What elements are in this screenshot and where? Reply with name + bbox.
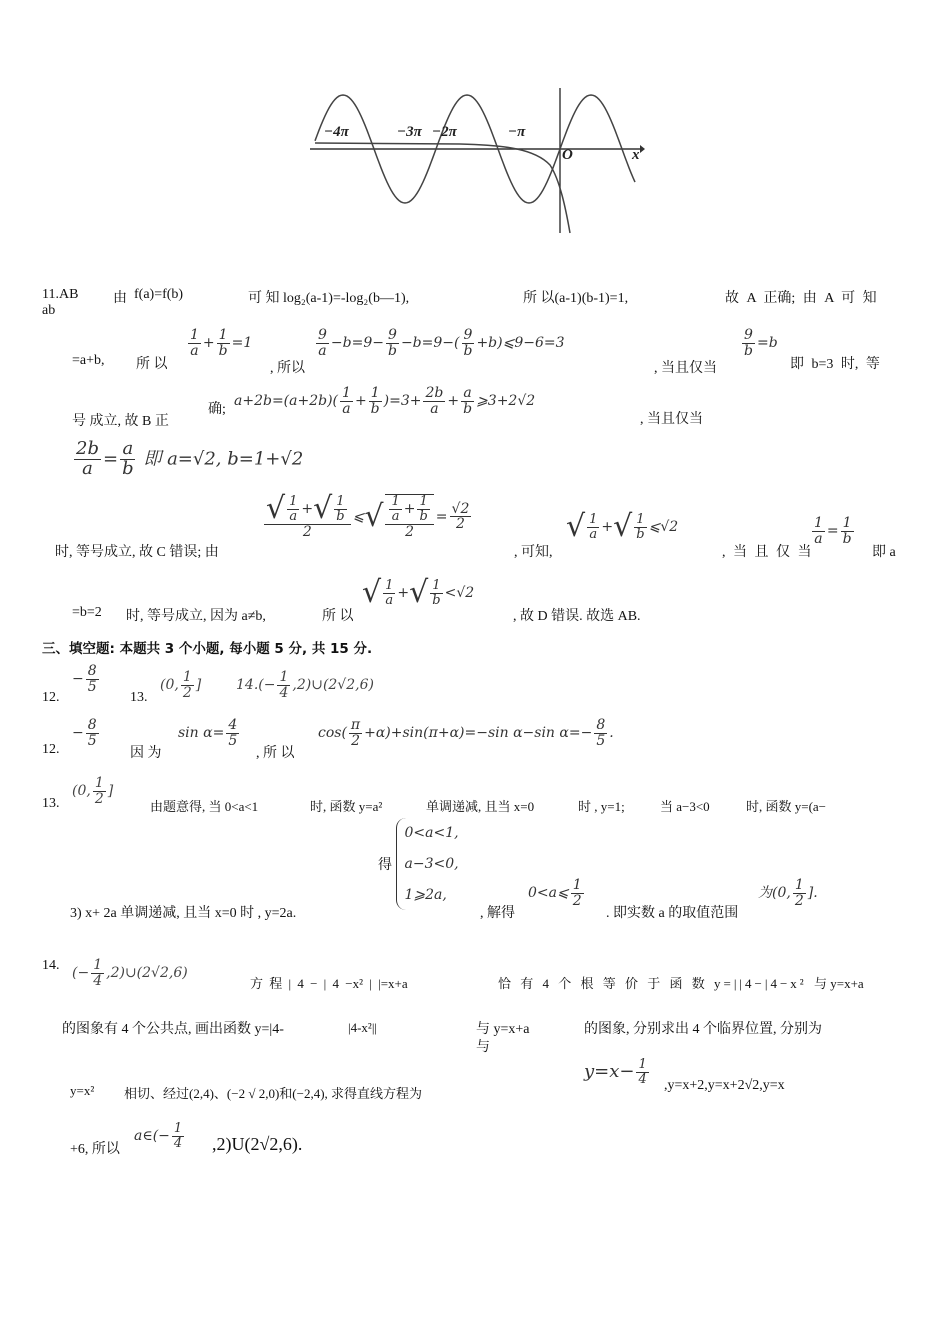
text: , 故 D 错误. 故选 AB. — [513, 609, 641, 624]
text: 时, 等号成立, 故 C 错误; 由 — [55, 545, 219, 560]
text: , 当且仅当 — [654, 361, 717, 376]
math-expression: √ $\frac{1}{a}$ +√ $\frac{1}{b}$ <√2 — [362, 575, 475, 610]
math-expression: 0<a⩽ $\frac{1}{2}$ — [528, 877, 582, 909]
math-expression: $\frac{1}{a}$ + $\frac{1}{b}$ =1 — [190, 327, 253, 359]
text: , 所以 — [270, 361, 305, 376]
q11-line4: $\frac{2b}{a}$ = $\frac{a}{b}$ 即 a=√2, b=1+√2 — [76, 438, 304, 479]
text: , 当 且 仅 当 — [722, 545, 812, 560]
text: 因 为 — [130, 746, 162, 761]
text: 的图象, 分别求出 4 个临界位置, 分别为 — [584, 1022, 822, 1037]
text: 所 以 — [322, 609, 354, 624]
text: 时, 函数 y=(a− — [746, 799, 827, 814]
text: =a+b, — [72, 353, 105, 368]
text: 时, 函数 y=a² — [310, 799, 383, 814]
x-axis-label: x — [632, 147, 640, 163]
text: 13. — [42, 796, 60, 811]
text: 所 以 — [136, 357, 168, 372]
text: 时, 等号成立, 因为 a≠b, — [126, 609, 266, 624]
text: 与 — [476, 1040, 490, 1055]
math-expression: √ $\frac{1}{a}$ +√ $\frac{1}{b}$ ⩽√2 — [566, 509, 679, 544]
math-expression: $\frac{9}{a}$ −b=9− $\frac{9}{b}$ −b=9−( $\frac{9}{b}$ +b)⩽9−6=3 — [318, 327, 565, 359]
text: 时 , y=1; — [578, 799, 625, 814]
text: . 即实数 a 的取值范围 — [606, 906, 739, 921]
math-expression: − $\frac{8}{5}$ — [72, 663, 97, 695]
tick-label-neg-3pi: −3π — [397, 124, 422, 140]
function-graph — [310, 85, 645, 235]
text: 即 a — [872, 545, 896, 560]
text: 即 b=3 时, 等 — [790, 357, 880, 372]
text: 单调递减, 且当 x=0 — [426, 799, 535, 814]
text: , 所 以 — [256, 746, 295, 761]
text: , 当且仅当 — [640, 412, 703, 427]
text: ab — [42, 303, 56, 318]
section3-heading: 三、填空题: 本题共 3 个小题, 每小题 5 分, 共 15 分. — [42, 641, 373, 657]
math-expression: cos( $\frac{\pi}{2}$ +α)+sin(π+α)=−sin α−sin α=− $\frac{8}{5}$ . — [318, 717, 614, 749]
text: ,2)U(2√2,6). — [212, 1134, 303, 1154]
text: 14. — [42, 958, 60, 973]
text: |4-x²|| — [348, 1020, 378, 1035]
text: 由题意得, 当 0<a<1 — [150, 799, 259, 814]
text: 13. — [130, 690, 148, 705]
text: 相切、经过(2,4)、(−2 √ 2,0)和(−2,4), 求得直线方程为 — [124, 1086, 423, 1101]
math-expression: $\frac{9}{b}$ =b — [744, 327, 778, 359]
text: 3) x+ 2a 单调递减, 且当 x=0 时 , y=2a. — [70, 906, 297, 921]
text: =b=2 — [72, 605, 102, 620]
text: f(a)=f(b) — [134, 287, 184, 302]
text: 的图象有 4 个公共点, 画出函数 y=|4- — [62, 1022, 284, 1037]
text: 恰 有 4 个 根 等 价 于 函 数 y=||4−|4−x² — [498, 976, 807, 991]
text: 当 a−3<0 — [660, 799, 710, 814]
math-expression: y=x− $\frac{1}{4}$ — [584, 1057, 647, 1087]
q13-system: 得 0<a<1, a−3<0, 1⩾2a, — [378, 818, 459, 910]
math-expression: a∈(− $\frac{1}{4}$ — [134, 1121, 183, 1151]
text: 所 以(a-1)(b-1)=1, — [523, 291, 629, 306]
text: 故 A 正确; 由 A 可 知 — [725, 291, 877, 306]
q11-number: 11.AB — [42, 287, 79, 302]
text: 号 成立, 故 B 正 — [72, 414, 169, 429]
math-expression: a+2b=(a+2b)( $\frac{1}{a}$ + $\frac{1}{b}$ )=3+ $\frac{2b}{a}$ + $\frac{a}{b}$ ⩾3+2√2 — [234, 385, 536, 417]
tick-label-neg-2pi: −2π — [432, 124, 457, 140]
tick-label-neg-pi: −π — [508, 124, 526, 140]
text: 由 — [113, 291, 127, 306]
math-expression: (0, $\frac{1}{2}$ ] — [72, 775, 114, 807]
tick-label-neg-4pi: −4π — [324, 124, 349, 140]
math-expression: √ $\frac{1}{a}$ +√ $\frac{1}{b}$ 2 ⩽√ $\frac{1}{a}$ + $\frac{1}{b}$ 2 = $\frac{√2}{2}$ — [266, 491, 470, 540]
math-expression: 14.(− $\frac{1}{4}$ ,2)∪(2√2,6) — [236, 669, 374, 701]
text: 与 y=x+a — [476, 1022, 530, 1037]
text: ,y=x+2,y=x+2√2,y=x — [664, 1078, 785, 1093]
text: , 解得 — [480, 906, 515, 921]
text: 方 程 | 4 − | 4 −x² | |=x+a — [250, 976, 408, 991]
origin-label: O — [562, 147, 573, 163]
text: 12. — [42, 742, 60, 757]
text: 与 y=x+a — [814, 976, 864, 991]
text: y=x² — [70, 1083, 95, 1098]
math-expression: (0, $\frac{1}{2}$ ] — [160, 669, 202, 701]
math-expression: − $\frac{8}{5}$ — [72, 717, 97, 749]
math-expression: (− $\frac{1}{4}$ ,2)∪(2√2,6) — [72, 957, 188, 989]
text: 12. — [42, 690, 60, 705]
math-expression: 为(0, $\frac{1}{2}$ ]. — [758, 877, 818, 909]
math-expression: sin α= $\frac{4}{5}$ — [178, 717, 238, 749]
text: +6, 所以 — [70, 1142, 120, 1157]
text: 可 知 log₂(a-1)=-log₂(b—1), — [248, 291, 410, 306]
math-expression: $\frac{1}{a}$ = $\frac{1}{b}$ — [814, 515, 852, 547]
text: , 可知, — [514, 545, 553, 560]
text: 确; — [208, 402, 226, 417]
